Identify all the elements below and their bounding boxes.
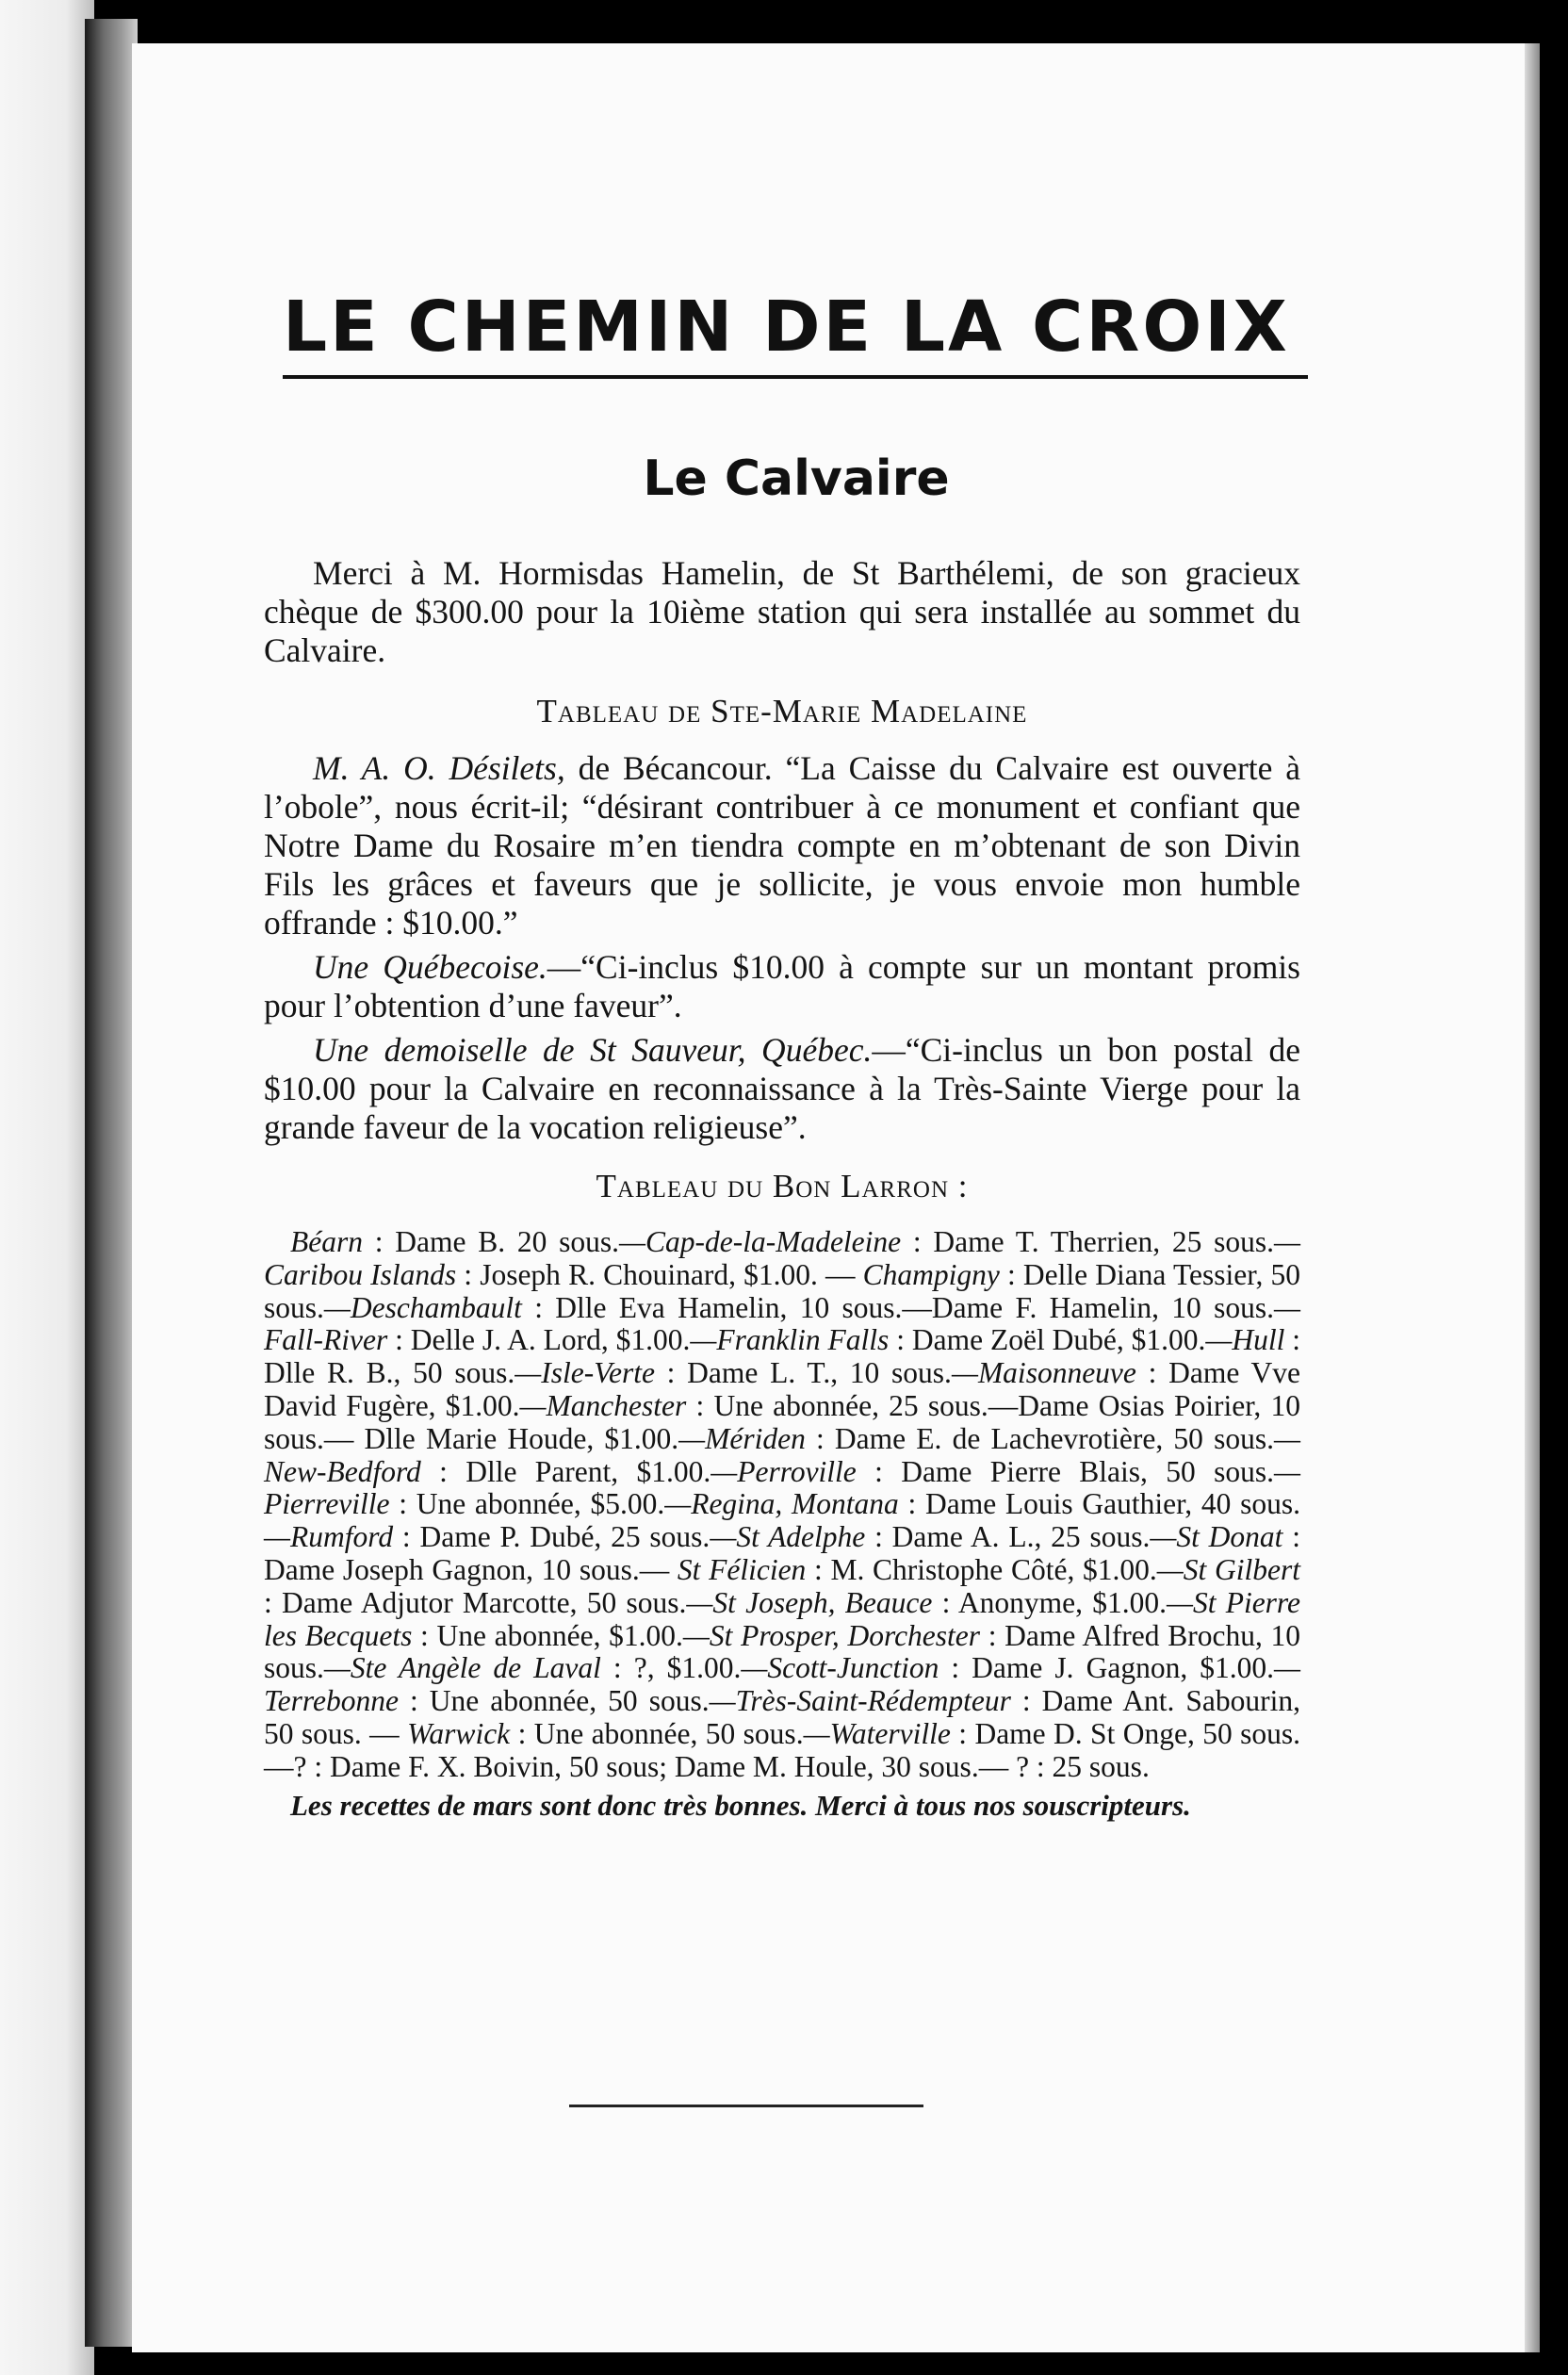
donor-place: —Cap-de-la-Madeleine <box>618 1225 902 1258</box>
donor-entry: : Dame Vve David Fugère, $1.00. <box>264 1356 1300 1422</box>
donor-entry: : Joseph R. Chouinard, $1.00. — <box>456 1257 863 1291</box>
donor-place: —Pierreville <box>264 1454 1300 1521</box>
donor-entry: : Dame Louis Gauthier, 40 sous. <box>898 1487 1300 1521</box>
donor-entry: : Dame Pierre Blais, 50 sous. <box>856 1454 1274 1488</box>
donor-place: —Maisonneuve <box>951 1356 1136 1390</box>
donor-place: —Mériden <box>678 1421 806 1455</box>
donor-place: —Fall-River <box>264 1290 1300 1357</box>
desilets-text: de Bécancour. “La Caisse du Calvaire est ouverte à l’obole”, nous écrit-il; “désirant contribuer à ce monument et confiant que Notre Dame du Rosaire m’en tiendra compte en m’obtenant de son Divin Fils les grâces et faveurs que je sollicite, je vous envoie mon humble offrande : $10.00.” <box>264 749 1301 942</box>
donor-list <box>264 1226 1300 1784</box>
intro-paragraph: Merci à M. Hormisdas Hamelin, de St Barthélemi, de son gracieux chèque de $300.00 pour la 10ième station qui sera installée au sommet du Calvaire. <box>264 554 1300 669</box>
donor-entry: : Dame J. Gagnon, $1.00. <box>939 1651 1274 1685</box>
donor-place: —Perroville <box>710 1454 857 1488</box>
donor-place: —St Prosper, Dorchester <box>682 1618 981 1652</box>
demoiselle-name: Une demoiselle de St Sauveur, Québec. <box>313 1031 873 1069</box>
page-edge-shadow <box>1525 43 1540 2352</box>
end-rule <box>569 2105 923 2107</box>
donor-place: Warwick <box>407 1716 511 1750</box>
quebecoise-paragraph <box>264 948 1300 1025</box>
donor-entry: : M. Christophe Côté, $1.00. <box>806 1552 1157 1586</box>
donor-entry: : Dame T. Therrien, 25 sous. <box>901 1225 1274 1258</box>
facing-page-edge <box>0 0 94 2375</box>
donor-place: —Waterville <box>803 1716 951 1750</box>
closing-note: Les recettes de mars sont donc très bonnes. Merci à tous nos souscripteurs. <box>290 1788 1191 1822</box>
donor-place: —Scott-Junction <box>741 1651 939 1685</box>
donor-place: —Isle-Verte <box>514 1356 655 1390</box>
donor-entry: : Dlle R. B., 50 sous. <box>264 1323 1301 1390</box>
donor-place: —Regina, Montana <box>664 1487 899 1521</box>
donor-place: —Ste Angèle de Laval <box>323 1651 601 1685</box>
donor-place: —New-Bedford <box>264 1421 1300 1488</box>
desilets-name: M. A. O. Désilets, <box>313 749 565 787</box>
donor-place: —Rumford <box>264 1520 394 1554</box>
header-title: LE CHEMIN DE LA CROIX <box>283 287 1290 368</box>
donor-place: Béarn <box>290 1225 363 1258</box>
donor-entry: : Dlle Parent, $1.00. <box>420 1454 711 1488</box>
book-gutter <box>85 19 138 2347</box>
donor-entry: : Anonyme, $1.00. <box>932 1585 1167 1619</box>
donor-entry: : Dame B. 20 sous. <box>362 1225 619 1258</box>
donor-entry: : Dame E. de Lachevrotière, 50 sous. <box>805 1421 1274 1455</box>
tableau-heading-bon-larron: Tableau du Bon Larron : <box>596 1168 969 1204</box>
donor-entry: : Delle J. A. Lord, $1.00. <box>387 1323 691 1357</box>
donor-entry: : Dame Zoël Dubé, $1.00. <box>889 1323 1206 1357</box>
donor-place: —Hull <box>1205 1323 1285 1357</box>
desilets-paragraph <box>264 749 1300 942</box>
article-body <box>264 554 1300 1821</box>
donor-place: —Manchester <box>519 1388 687 1422</box>
donor-place: —St Adelphe <box>710 1520 866 1554</box>
donor-place: —Terrebonne <box>264 1651 1300 1718</box>
donor-entry: : ?, $1.00. <box>600 1651 742 1685</box>
header-rule <box>283 375 1308 379</box>
donor-place: —St Joseph, Beauce <box>686 1585 933 1619</box>
quebecoise-text: —“Ci-inclus $10.00 à compte sur un montant promis pour l’obtention d’une faveur”. <box>264 948 1300 1024</box>
donor-entry: : Dlle Eva Hamelin, 10 sous.—Dame F. Hamelin, 10 sous. <box>521 1290 1274 1324</box>
donor-entry: : Une abonnée, 50 sous. <box>510 1716 804 1750</box>
page-header <box>283 287 1310 379</box>
donor-entry: : Dame D. St Onge, 50 sous.—? : Dame F. X. Boivin, 50 sous; Dame M. Houle, 30 sous.— ? : 25 sous. <box>264 1716 1300 1783</box>
donor-place: Champigny <box>862 1257 1000 1291</box>
donor-entry: : Delle Diana Tessier, 50 sous. <box>264 1257 1300 1324</box>
donor-entry: : Une abonnée, $5.00. <box>389 1487 665 1521</box>
donor-entry: : Dame L. T., 10 sous. <box>654 1356 952 1390</box>
donor-entry: : Une abonnée, 50 sous. <box>398 1684 710 1718</box>
donor-place: —Deschambault <box>323 1290 522 1324</box>
donor-place: —Très-Saint-Rédempteur <box>709 1684 1011 1718</box>
donor-entry: : Dame Joseph Gagnon, 10 sous.— <box>264 1520 1300 1586</box>
donor-entry: : Une abonnée, $1.00. <box>412 1618 683 1652</box>
donor-entry: : Dame Alfred Brochu, 10 sous. <box>264 1618 1300 1685</box>
donor-place: —St Pierre les Becquets <box>264 1585 1301 1652</box>
donor-place: —Caribou Islands <box>264 1225 1300 1291</box>
section-title: Le Calvaire <box>643 450 950 507</box>
demoiselle-text: —“Ci-inclus un bon postal de $10.00 pour la Calvaire en reconnaissance à la Très-Sainte Vierge pour la grande faveur de la vocation religieuse”. <box>264 1031 1300 1146</box>
donor-entry: : Dame P. Dubé, 25 sous. <box>393 1520 710 1554</box>
donor-entry: : Dame Ant. Sabourin, 50 sous. — <box>264 1684 1300 1750</box>
donor-place: St Félicien <box>677 1552 807 1586</box>
tableau-heading-ste-marie: Tableau de Ste-Marie Madelaine <box>536 693 1028 729</box>
donor-entry: : Dame Adjutor Marcotte, 50 sous. <box>264 1585 687 1619</box>
donor-place: —St Gilbert <box>1156 1552 1300 1586</box>
donor-entry: : Dame A. L., 25 sous. <box>865 1520 1151 1554</box>
demoiselle-paragraph <box>264 1031 1300 1147</box>
donor-place: —Franklin Falls <box>690 1323 890 1357</box>
donor-entry: : Une abonnée, 25 sous.—Dame Osias Poirier, 10 sous.— Dlle Marie Houde, $1.00. <box>264 1388 1301 1455</box>
donor-place: —St Donat <box>1150 1520 1283 1554</box>
quebecoise-name: Une Québecoise. <box>313 948 547 986</box>
